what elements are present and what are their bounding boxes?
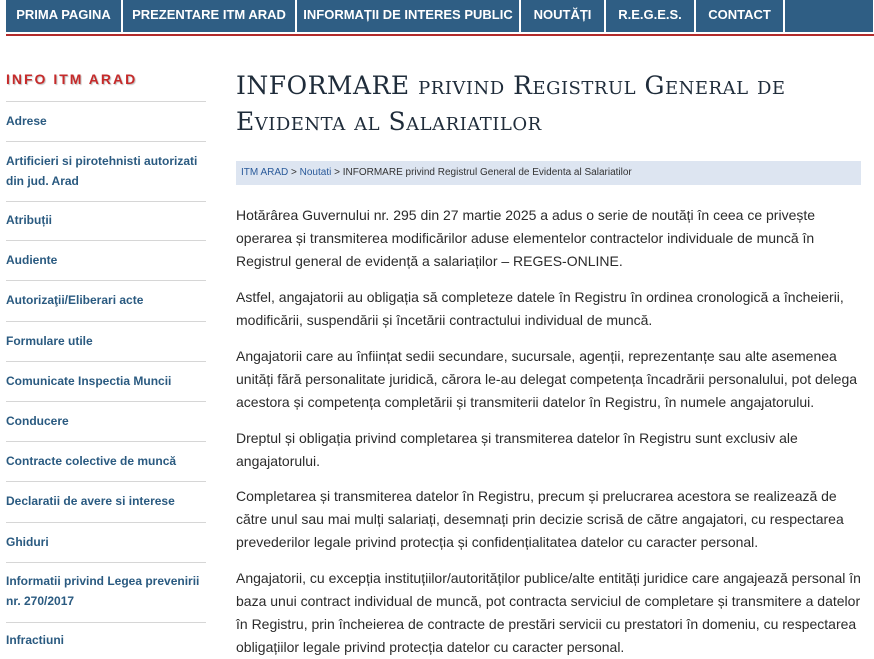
sidebar-divider — [6, 441, 206, 442]
nav-reges[interactable]: R.E.G.E.S. — [606, 0, 695, 32]
sidebar-divider — [6, 361, 206, 362]
nav-noutati[interactable]: NOUTĂȚI — [521, 0, 605, 32]
sidebar-item-formulare-utile[interactable]: Formulare utile — [6, 334, 93, 348]
breadcrumb — [236, 161, 861, 185]
article-paragraph: Dreptul și obligația privind completarea și transmiterea datelor în Registru sunt exclusiv ale angajatorului. — [236, 430, 798, 469]
top-navigation — [0, 0, 874, 32]
sidebar-item-ghiduri[interactable]: Ghiduri — [6, 535, 49, 549]
sidebar-divider — [6, 321, 206, 322]
nav-contact[interactable]: CONTACT — [696, 0, 784, 32]
sidebar-divider — [6, 101, 206, 102]
sidebar-divider — [6, 201, 206, 202]
sidebar-item-infractiuni[interactable]: Infractiuni — [6, 633, 65, 647]
nav-divider — [6, 34, 874, 36]
nav-informatii-interes-public[interactable]: INFORMAȚII DE INTERES PUBLIC — [297, 0, 520, 32]
sidebar-divider — [6, 141, 206, 142]
sidebar-item-conducere[interactable]: Conducere — [6, 414, 69, 428]
nav-prezentare-itm-arad[interactable]: PREZENTARE ITM ARAD — [123, 0, 296, 32]
sidebar-item-audiente[interactable]: Audiente — [6, 253, 58, 267]
article-paragraph: Completarea și transmiterea datelor în Registru, precum și prelucrarea acestora se realizează de către unul sau mai mulți salariați, desemnați prin decizie scrisă de către angajatori, cu respectarea prevederilor legale privind protecția și confidențialitatea datelor cu caracter personal. — [236, 488, 844, 550]
article-paragraph: Hotărârea Guvernului nr. 295 din 27 martie 2025 a adus o serie de noutăți în ceea ce privește operarea și transmiterea modificărilor aduse elementelor contractelor individuale de muncă în Registrul general de evidență a salariaților – REGES-ONLINE. — [236, 207, 816, 269]
page-title: INFORMARE privind Registrul General de Evidenta al Salariatilor — [236, 71, 786, 136]
sidebar-divider — [6, 562, 206, 563]
nav-empty-slot — [785, 0, 874, 32]
sidebar-item-declaratii[interactable]: Declaratii de avere si interese — [6, 494, 175, 508]
breadcrumb-home-link[interactable]: ITM ARAD — [241, 167, 289, 178]
sidebar-divider — [6, 481, 206, 482]
article-paragraph: Angajatorii care au înființat sedii secundare, sucursale, agenții, reprezentanțe sau alte asemenea unități fără personalitate juridică, cărora le-au delegat competența încadrării personalului, pot delega acestora și competența completării și transmiterii datelor în Registru, în numele angajatorului. — [236, 348, 858, 410]
sidebar-item-atributii[interactable]: Atribuții — [6, 213, 52, 227]
sidebar-divider — [6, 622, 206, 623]
sidebar-item-comunicate[interactable]: Comunicate Inspectia Muncii — [6, 374, 172, 388]
sidebar-item-autorizatii[interactable]: Autorizaţii/Eliberari acte — [6, 293, 144, 307]
breadcrumb-separator: > — [288, 167, 300, 178]
breadcrumb-current: INFORMARE privind Registrul General de Evidenta al Salariatilor — [342, 167, 632, 178]
nav-prima-pagina[interactable]: PRIMA PAGINA — [6, 0, 122, 32]
sidebar-divider — [6, 401, 206, 402]
breadcrumb-separator: > — [331, 167, 343, 178]
article-paragraph: Astfel, angajatorii au obligația să completeze datele în Registru în ordinea cronologică a încheierii, modificării, suspendării și încetării contractului individual de muncă. — [236, 289, 844, 328]
sidebar-divider — [6, 280, 206, 281]
breadcrumb-noutati-link[interactable]: Noutati — [299, 167, 332, 178]
sidebar-divider — [6, 522, 206, 523]
sidebar-item-artificieri[interactable]: Artificieri si pirotehnisti autorizati din jud. Arad — [6, 154, 198, 188]
sidebar-item-contracte-colective[interactable]: Contracte colective de muncă — [6, 454, 177, 468]
article-paragraph: Angajatorii, cu excepția instituțiilor/autorităților publice/alte entități juridice care angajează personal în baza unui contract individual de muncă, pot contracta serviciul de completare și transmitere a datelor în Registru, prin încheierea de contracte de prestări servicii cu prestatori în domeniu, cu respectarea obligațiilor legale privind protecția datelor cu caracter personal. — [236, 570, 861, 655]
sidebar-item-adrese[interactable]: Adrese — [6, 114, 47, 128]
sidebar-item-legea-prevenirii[interactable]: Informatii privind Legea prevenirii nr. 270/2017 — [6, 574, 200, 608]
sidebar-divider — [6, 240, 206, 241]
sidebar-heading: INFO ITM ARAD — [6, 71, 138, 87]
